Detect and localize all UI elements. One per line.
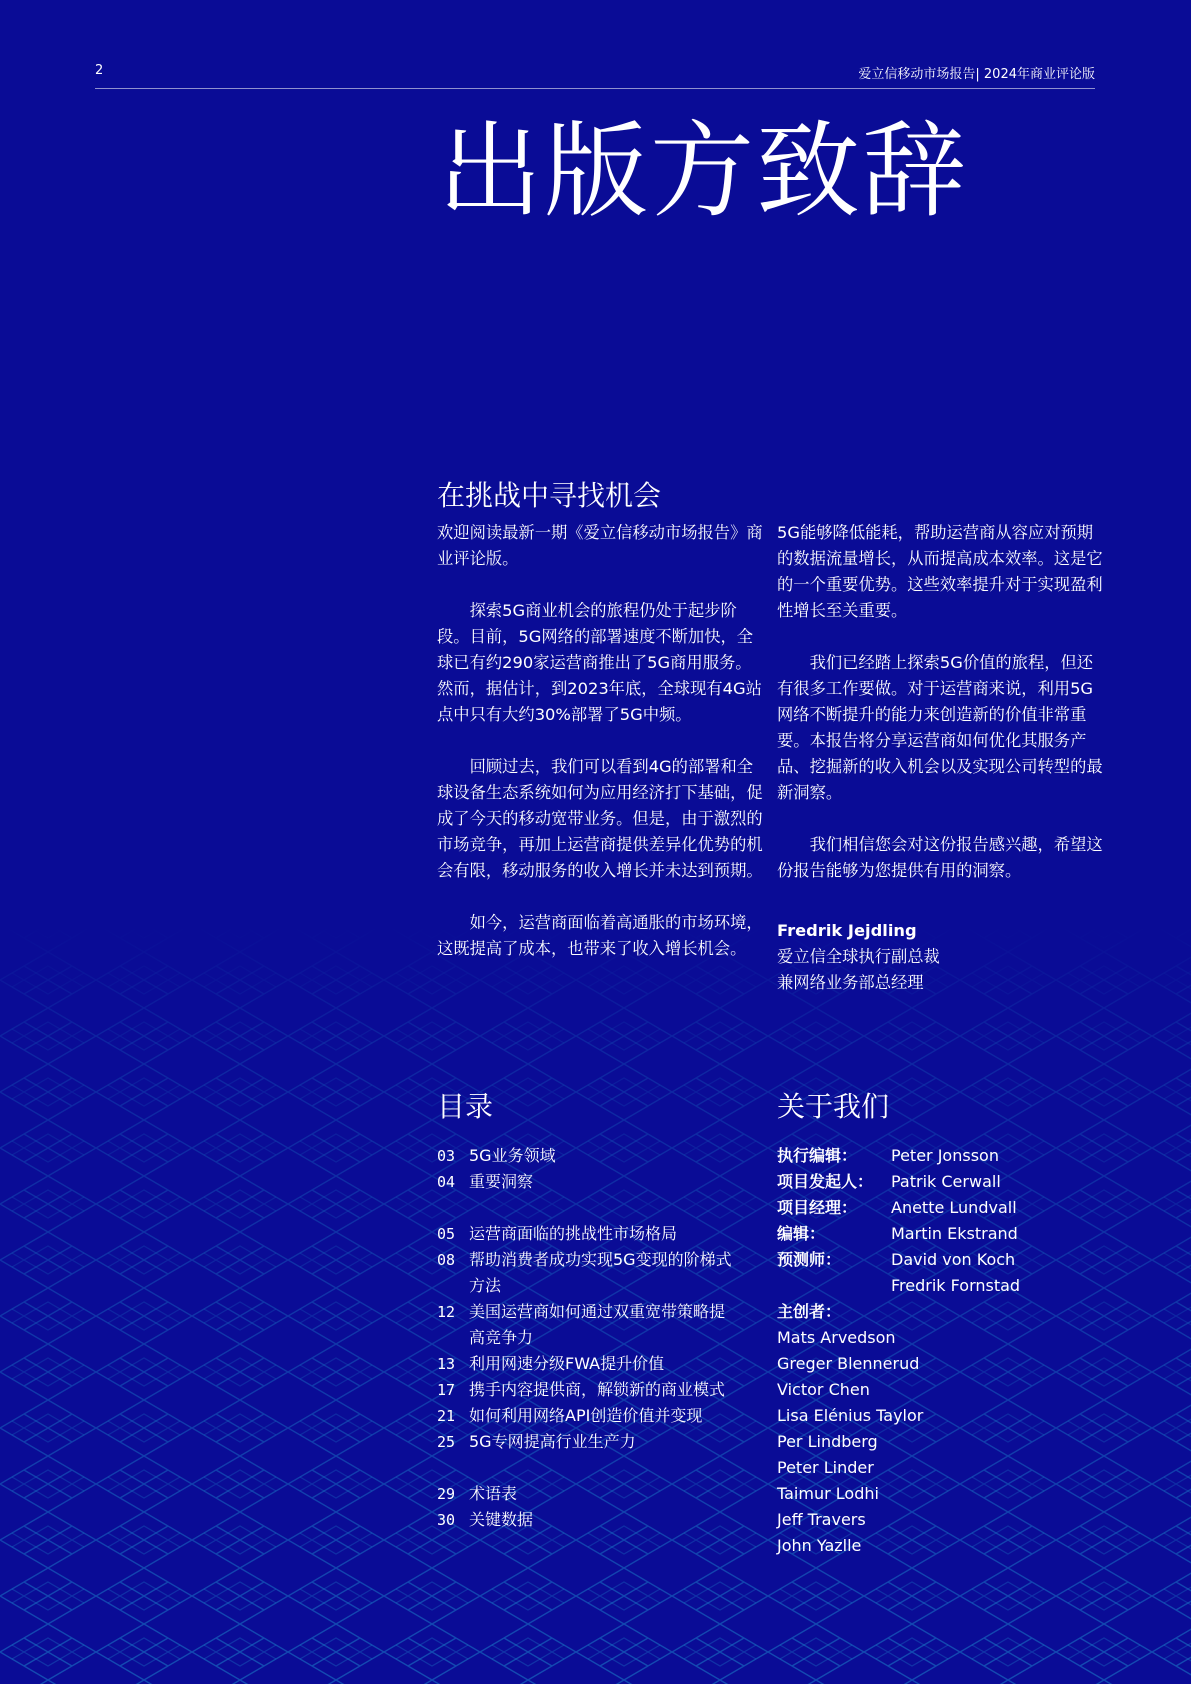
- toc-page-number: 12: [437, 1303, 456, 1321]
- toc-item[interactable]: [437, 1299, 749, 1351]
- toc-item[interactable]: [437, 1247, 749, 1299]
- toc-item-title: 重要洞察: [469, 1172, 534, 1191]
- toc-item-title: 运营商面临的挑战性市场格局: [469, 1224, 678, 1243]
- intro-left-column: [437, 520, 767, 962]
- toc-item[interactable]: [437, 1143, 749, 1169]
- toc-item[interactable]: [437, 1481, 749, 1507]
- author-name: Taimur Lodhi: [777, 1484, 879, 1503]
- credit-name: David von Koch: [891, 1250, 1016, 1269]
- report-title: 爱立信移动市场报告| 2024年商业评论版: [858, 67, 1095, 82]
- credit-name: Fredrik Fornstad: [891, 1276, 1021, 1295]
- toc-item-title: 术语表: [469, 1484, 518, 1503]
- toc-page-number: 13: [437, 1355, 456, 1373]
- intro-heading: 在挑战中寻找机会: [437, 479, 662, 512]
- author-name: Peter Linder: [777, 1458, 874, 1477]
- author-name: Victor Chen: [777, 1380, 870, 1399]
- credit-row: [777, 1143, 1020, 1169]
- toc-item-title: 5G业务领域: [469, 1146, 556, 1165]
- toc-item-title: 如何利用网络API创造价值并变现: [469, 1406, 703, 1425]
- toc-item[interactable]: [437, 1429, 749, 1455]
- toc-page-number: 04: [437, 1173, 456, 1191]
- toc-item[interactable]: [437, 1507, 749, 1533]
- credit-row: [777, 1169, 1020, 1195]
- page-title: 出版方致辞: [438, 110, 969, 232]
- signature-title: 兼网络业务部总经理: [777, 973, 924, 992]
- credit-row: [777, 1221, 1020, 1247]
- author-name: Greger Blennerud: [777, 1354, 920, 1373]
- toc-item[interactable]: [437, 1221, 749, 1247]
- intro-paragraph: 如今，运营商面临着高通胀的市场环境，这既提高了成本，也带来了收入增长机会。: [437, 913, 763, 958]
- intro-paragraph: 探索5G商业机会的旅程仍处于起步阶段。目前，5G网络的部署速度不断加快，全球已有约290家运营商推出了5G商用服务。然而，据估计，到2023年底，全球现有4G站点中只有大约30%部署了5G中频。: [437, 601, 762, 724]
- toc-page-number: 05: [437, 1225, 456, 1243]
- credit-role: 执行编辑：: [777, 1146, 858, 1165]
- signature-block: [777, 918, 1107, 996]
- author-name: Jeff Travers: [777, 1510, 866, 1529]
- toc-item[interactable]: [437, 1169, 749, 1195]
- credit-role: [777, 1273, 891, 1299]
- intro-paragraph: 欢迎阅读最新一期《爱立信移动市场报告》商业评论版。: [437, 523, 763, 568]
- toc-page-number: 29: [437, 1485, 456, 1503]
- toc-item[interactable]: [437, 1403, 749, 1429]
- toc-page-number: 30: [437, 1511, 456, 1529]
- toc-item-title: 关键数据: [469, 1510, 534, 1529]
- toc-item[interactable]: [437, 1351, 749, 1377]
- page-number: 2: [95, 63, 104, 78]
- toc-page-number: 17: [437, 1381, 456, 1399]
- toc-item-title: 美国运营商如何通过双重宽带策略提高竞争力: [469, 1302, 726, 1347]
- toc-item[interactable]: [437, 1377, 749, 1403]
- toc-page-number: 03: [437, 1147, 456, 1165]
- author-name: Lisa Elénius Taylor: [777, 1406, 924, 1425]
- author-name: John Yazlle: [777, 1536, 862, 1555]
- header-divider: [95, 88, 1095, 89]
- signature-name: Fredrik Jejdling: [777, 921, 917, 940]
- toc-item-title: 帮助消费者成功实现5G变现的阶梯式方法: [469, 1250, 732, 1295]
- toc-item-title: 携手内容提供商，解锁新的商业模式: [469, 1380, 726, 1399]
- credit-role: 项目发起人：: [777, 1172, 874, 1191]
- intro-paragraph: 我们已经踏上探索5G价值的旅程，但还有很多工作要做。对于运营商来说，利用5G网络不断提升的能力来创造新的价值非常重要。本报告将分享运营商如何优化其服务产品、挖掘新的收入机会以及实现公司转型的最新洞察。: [777, 653, 1103, 802]
- about-us-credits: [777, 1143, 1020, 1559]
- toc-item-title: 5G专网提高行业生产力: [469, 1432, 636, 1451]
- credit-name: Martin Ekstrand: [891, 1224, 1018, 1243]
- signature-title: 爱立信全球执行副总裁: [777, 947, 940, 966]
- intro-right-column: [777, 520, 1107, 996]
- author-name: Per Lindberg: [777, 1432, 878, 1451]
- credit-name: Patrik Cerwall: [891, 1172, 1001, 1191]
- intro-paragraph: 回顾过去，我们可以看到4G的部署和全球设备生态系统如何为应用经济打下基础，促成了今天的移动宽带业务。但是，由于激烈的市场竞争，再加上运营商提供差异化优势的机会有限，移动服务的收入增长并未达到预期。: [437, 757, 763, 880]
- credit-row: [777, 1195, 1020, 1221]
- toc-item-title: 利用网速分级FWA提升价值: [469, 1354, 665, 1373]
- credit-role: 编辑：: [777, 1224, 826, 1243]
- table-of-contents: [437, 1143, 749, 1533]
- intro-paragraph: 5G能够降低能耗，帮助运营商从容应对预期的数据流量增长，从而提高成本效率。这是它的一个重要优势。这些效率提升对于实现盈利性增长至关重要。: [777, 523, 1103, 620]
- toc-page-number: 08: [437, 1251, 456, 1269]
- toc-heading: 目录: [437, 1090, 494, 1123]
- credit-role: 项目经理：: [777, 1198, 858, 1217]
- credit-row: [777, 1273, 1020, 1299]
- authors-label: 主创者：: [777, 1302, 842, 1321]
- credit-name: Anette Lundvall: [891, 1198, 1017, 1217]
- author-name: Mats Arvedson: [777, 1328, 896, 1347]
- toc-page-number: 21: [437, 1407, 456, 1425]
- about-heading: 关于我们: [777, 1090, 890, 1123]
- credit-row: [777, 1247, 1020, 1273]
- toc-page-number: 25: [437, 1433, 456, 1451]
- intro-paragraph: 我们相信您会对这份报告感兴趣，希望这份报告能够为您提供有用的洞察。: [777, 835, 1103, 880]
- credit-name: Peter Jonsson: [891, 1146, 999, 1165]
- credit-role: 预测师：: [777, 1250, 842, 1269]
